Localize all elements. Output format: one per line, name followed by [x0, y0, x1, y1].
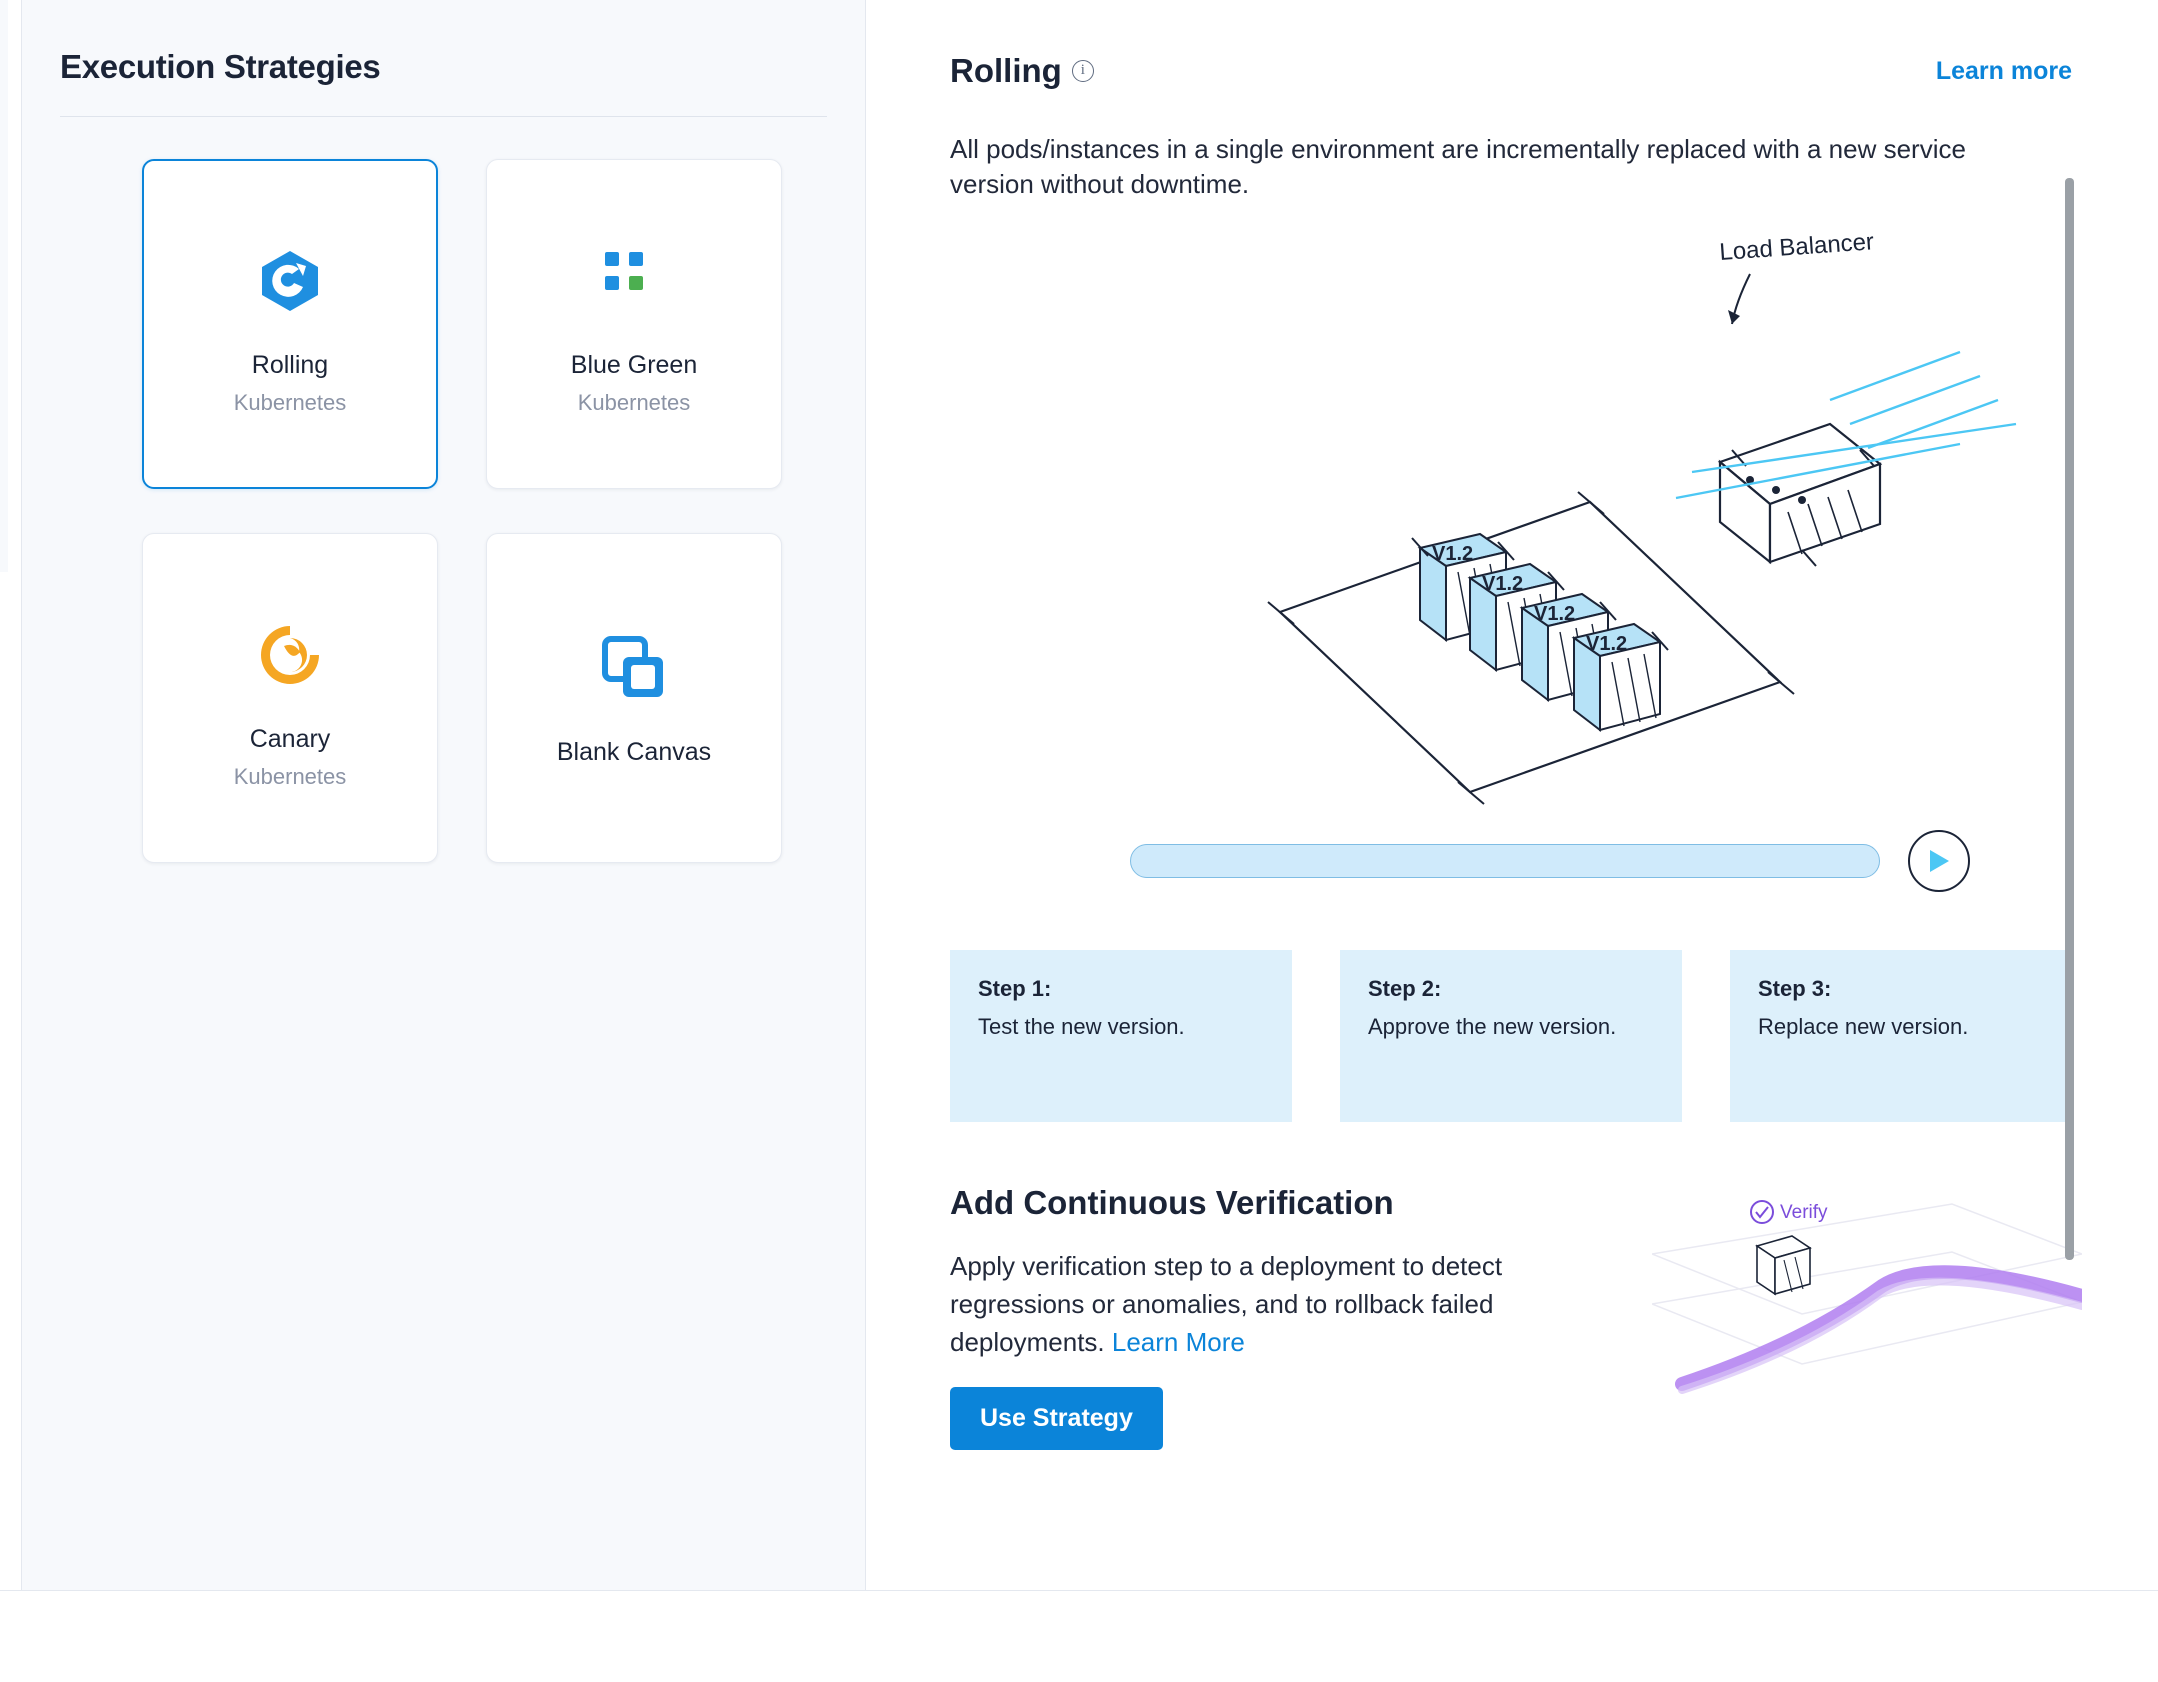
strategy-name: Blank Canvas [556, 737, 712, 766]
left-edge-sliver [0, 0, 22, 1682]
svg-text:V1.2: V1.2 [1586, 633, 1628, 656]
strategy-card-blue-green[interactable] [486, 159, 782, 489]
detail-title: Rolling [950, 52, 1062, 89]
strategy-subtitle: Kubernetes [233, 763, 347, 789]
step-text: Approve the new version. [1368, 1014, 1617, 1040]
svg-text:V1.2: V1.2 [1482, 573, 1524, 596]
strategy-name: Blue Green [570, 350, 698, 379]
detail-panel [866, 0, 2158, 1682]
svg-text:V1.2: V1.2 [1432, 543, 1474, 566]
page-title: Execution Strategies [60, 48, 381, 85]
harness-rolling-icon [252, 233, 328, 329]
steps-row [950, 950, 2158, 1122]
step-label: Step 2: [1368, 976, 1442, 1002]
strategy-card-canary[interactable] [142, 533, 438, 863]
step-label: Step 1: [978, 976, 1052, 1002]
strategy-name: Canary [249, 724, 331, 753]
strategy-subtitle: Kubernetes [577, 389, 691, 415]
use-strategy-button[interactable]: Use Strategy [950, 1387, 1163, 1450]
step-label: Step 3: [1758, 976, 1832, 1002]
load-balancer-label: Load Balancer [1718, 228, 1875, 267]
step-card [1340, 950, 1682, 1122]
step-text: Replace new version. [1758, 1014, 1969, 1040]
step-text: Test the new version. [978, 1014, 1185, 1040]
blue-green-dots-icon [599, 233, 669, 329]
strategy-subtitle: Kubernetes [233, 389, 347, 415]
strategy-card-rolling[interactable] [142, 159, 438, 489]
svg-text:V1.2: V1.2 [1534, 603, 1576, 626]
strategy-grid [22, 117, 865, 863]
verification-illustration [1652, 1194, 2082, 1414]
cv-title: Add Continuous Verification [950, 1184, 1394, 1222]
bottom-bar [0, 1590, 2158, 1682]
strategy-card-blank-canvas[interactable] [486, 533, 782, 863]
sidebar [22, 0, 866, 1590]
cv-description [950, 1248, 1570, 1361]
cv-description-text: Apply verification step to a deployment to detect regressions or anomalies, and to rollback failed deployments. [950, 1251, 1503, 1357]
step-card [1730, 950, 2072, 1122]
detail-description: All pods/instances in a single environment are incrementally replaced with a new service version without downtime. [950, 134, 1966, 200]
rolling-illustration [950, 212, 2060, 852]
info-icon[interactable]: i [1072, 60, 1094, 82]
blank-canvas-squares-icon [597, 620, 671, 716]
learn-more-link[interactable]: Learn more [1935, 56, 2072, 85]
left-edge-panel [0, 0, 8, 572]
verify-label: Verify [1780, 1202, 1828, 1224]
cv-learn-more-link[interactable]: Learn More [1111, 1326, 1245, 1357]
vertical-scrollbar[interactable] [2065, 178, 2074, 1260]
step-card [950, 950, 1292, 1122]
canary-bird-icon [253, 607, 327, 703]
strategy-name: Rolling [251, 350, 329, 379]
detail-header [950, 0, 2158, 90]
continuous-verification-section [950, 1184, 2158, 1450]
